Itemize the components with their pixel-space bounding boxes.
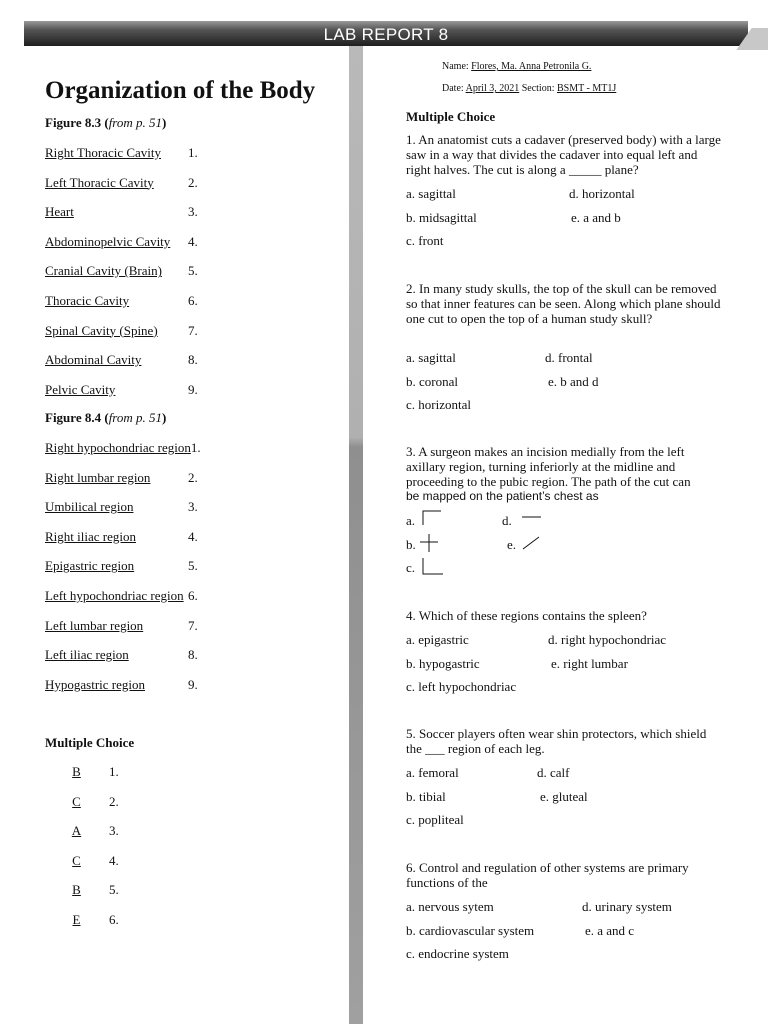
question-5-option-b: b. tibial	[406, 788, 446, 804]
question-5-option-d: d. calf	[537, 765, 570, 780]
question-5-option-e: e. gluteal	[540, 788, 588, 804]
fig84-item-number: 2.	[188, 469, 198, 485]
mc-answer: C	[72, 852, 81, 868]
mc-answer: B	[72, 882, 81, 897]
fig84-item	[45, 677, 198, 693]
fig83-item-label: Pelvic Cavity	[45, 381, 116, 397]
fig84-item-number: 6.	[188, 588, 198, 603]
mc-answer-row	[44, 764, 119, 780]
fig83-item-number: 3.	[188, 204, 198, 220]
figure-8-4-heading: Figure 8.4 (from p. 51)	[45, 410, 167, 425]
mc-answer: E	[72, 911, 81, 927]
question-3-option-c: c.	[406, 560, 416, 576]
mc-answer-row	[44, 794, 119, 810]
date-value: April 3, 2021	[465, 83, 520, 94]
fig83-item-number: 1.	[188, 145, 198, 160]
fig84-item-number: 1.	[190, 440, 201, 455]
mc-answer-number: 5.	[109, 882, 119, 897]
fig83-item-label: Left Thoracic Cavity	[45, 174, 154, 190]
mc-answer-row	[44, 912, 119, 928]
path-option-a-icon	[420, 508, 444, 526]
path-option-d-icon	[520, 510, 544, 524]
fig83-item	[45, 263, 198, 279]
fig83-item-number: 6.	[188, 293, 198, 308]
mc-answer-number: 2.	[109, 793, 119, 809]
fig83-item-label: Abdominal Cavity	[45, 352, 142, 368]
mc-answer-row	[44, 853, 119, 869]
mc-answer-row	[44, 882, 119, 898]
fig83-item-number: 4.	[188, 233, 198, 249]
question-2-option-c: c. horizontal	[406, 397, 471, 413]
fig84-item-label: Right lumbar region	[45, 469, 151, 485]
fig84-item-label: Umbilical region	[45, 499, 134, 515]
question-5-text: 5. Soccer players often wear shin protectors, which shield the ___ region of each leg.	[406, 726, 707, 756]
question-6-option-d: d. urinary system	[582, 899, 672, 914]
fig84-item-number: 8.	[188, 647, 198, 663]
question-3-option-d: d.	[502, 513, 512, 528]
mc-answer: B	[72, 764, 81, 779]
question-1-option-e: e. a and b	[571, 209, 621, 225]
question-2-text: 2. In many study skulls, the top of the skull can be removed so that inner features can be seen. Along which plane should one cut to open the top of a human study skull?	[406, 281, 721, 326]
question-4-option-a: a. epigastric	[406, 632, 469, 647]
question-3-text-tail: be mapped on the patient’s chest as	[406, 489, 599, 503]
mc-answer: C	[72, 793, 81, 809]
fig84-item-number: 7.	[188, 617, 198, 633]
question-1-option-c: c. front	[406, 233, 444, 249]
mc-answer-row	[44, 823, 119, 839]
question-4-option-d: d. right hypochondriac	[548, 632, 667, 647]
mc-answer-number: 6.	[109, 911, 119, 927]
question-3-option-a: a.	[406, 513, 416, 528]
figure-8-3-heading: Figure 8.3 (from p. 51)	[45, 115, 167, 130]
fig84-item-label: Hypogastric region	[45, 676, 146, 692]
fig83-item	[45, 293, 198, 309]
fig84-item	[45, 647, 198, 663]
question-2-option-a: a. sagittal	[406, 350, 456, 365]
path-option-b-icon	[418, 533, 440, 553]
question-5-option-c: c. popliteal	[406, 812, 464, 828]
fig84-item-number: 5.	[188, 558, 198, 574]
fig83-item	[45, 352, 198, 368]
fig83-item-number: 8.	[188, 352, 198, 368]
question-4-option-c: c. left hypochondriac	[406, 679, 517, 695]
question-1-option-b: b. midsagittal	[406, 209, 477, 225]
question-6-text: 6. Control and regulation of other systems are primary functions of the	[406, 860, 689, 890]
fig83-item-number: 7.	[188, 322, 198, 338]
fig84-item	[45, 499, 198, 515]
path-option-c-icon	[420, 557, 446, 577]
fig84-item-label: Epigastric region	[45, 558, 135, 574]
fig83-item-label: Thoracic Cavity	[45, 293, 130, 308]
mc-answer: A	[71, 823, 82, 838]
fig84-item-number: 4.	[188, 528, 198, 544]
fig83-item-label: Heart	[45, 204, 74, 220]
fig84-item-label: Left lumbar region	[45, 617, 144, 633]
fig84-item	[45, 558, 198, 574]
fig84-item-number: 9.	[188, 676, 198, 692]
fig83-item	[45, 145, 198, 161]
question-4-text: 4. Which of these regions contains the spleen?	[406, 608, 647, 623]
column-divider	[349, 46, 363, 1024]
fig83-item-number: 9.	[188, 381, 198, 397]
question-6-option-a: a. nervous sytem	[406, 899, 494, 914]
question-4-option-e: e. right lumbar	[551, 655, 628, 671]
fig84-item	[45, 440, 201, 456]
fig84-item	[45, 529, 198, 545]
header-banner	[24, 21, 748, 46]
page-title: LAB REPORT 8	[323, 25, 449, 44]
fig83-item-number: 5.	[188, 263, 198, 279]
fig84-item	[45, 470, 198, 486]
question-1-option-d: d. horizontal	[569, 186, 635, 201]
date-line: Date: April 3, 2021 Section: BSMT - MT1J	[442, 83, 617, 94]
question-3-text: 3. A surgeon makes an incision medially from the left axillary region, turning inferiorly at the midline and proceeding to the pubic region. The path of the cut can	[406, 444, 691, 489]
question-3-option-e: e.	[507, 536, 517, 552]
fig84-item	[45, 618, 198, 634]
fig84-item-label: Right iliac region	[45, 528, 136, 544]
path-option-e-icon	[520, 535, 542, 551]
fig83-item-label: Right Thoracic Cavity	[45, 145, 162, 160]
fig83-item	[45, 234, 198, 250]
question-5-option-a: a. femoral	[406, 765, 459, 780]
fig84-item-label: Right hypochondriac region	[45, 440, 191, 455]
question-4-option-b: b. hypogastric	[406, 655, 480, 671]
question-6-option-e: e. a and c	[585, 922, 635, 938]
mc-answer-number: 1.	[109, 764, 119, 779]
fig84-item-label: Left iliac region	[45, 647, 129, 663]
question-2-option-b: b. coronal	[406, 373, 458, 389]
section-value: BSMT - MT1J	[557, 83, 617, 94]
fig84-item-label: Left hypochondriac region	[45, 588, 184, 603]
name-value: Flores, Ma. Anna Petronila G.	[471, 61, 592, 72]
question-2-option-e: e. b and d	[548, 373, 599, 389]
right-mc-heading: Multiple Choice	[406, 109, 496, 124]
mc-answer-number: 4.	[109, 852, 119, 868]
question-3-option-b: b.	[406, 536, 416, 552]
fig83-item-label: Spinal Cavity (Spine)	[45, 322, 158, 338]
fig83-item-label: Cranial Cavity (Brain)	[45, 263, 162, 279]
mc-answer-number: 3.	[109, 823, 119, 838]
fig84-item	[45, 588, 198, 604]
question-2-option-d: d. frontal	[545, 350, 593, 365]
question-1-text: 1. An anatomist cuts a cadaver (preserved body) with a large saw in a way that divides the cadaver into equal left and right halves. The cut is along a _____ plane?	[406, 132, 721, 177]
fig84-item-number: 3.	[188, 499, 198, 515]
fig83-item	[45, 323, 198, 339]
question-6-option-b: b. cardiovascular system	[406, 922, 535, 938]
fig83-item	[45, 382, 198, 398]
question-6-option-c: c. endocrine system	[406, 946, 509, 962]
question-1-option-a: a. sagittal	[406, 186, 456, 201]
left-mc-heading: Multiple Choice	[45, 735, 135, 750]
fig83-item-label: Abdominopelvic Cavity	[45, 233, 171, 249]
fig83-item	[45, 204, 198, 220]
name-line: Name: Flores, Ma. Anna Petronila G.	[442, 61, 592, 72]
fig83-item-number: 2.	[188, 174, 198, 190]
document-title: Organization of the Body	[45, 77, 316, 104]
fig83-item	[45, 175, 198, 191]
